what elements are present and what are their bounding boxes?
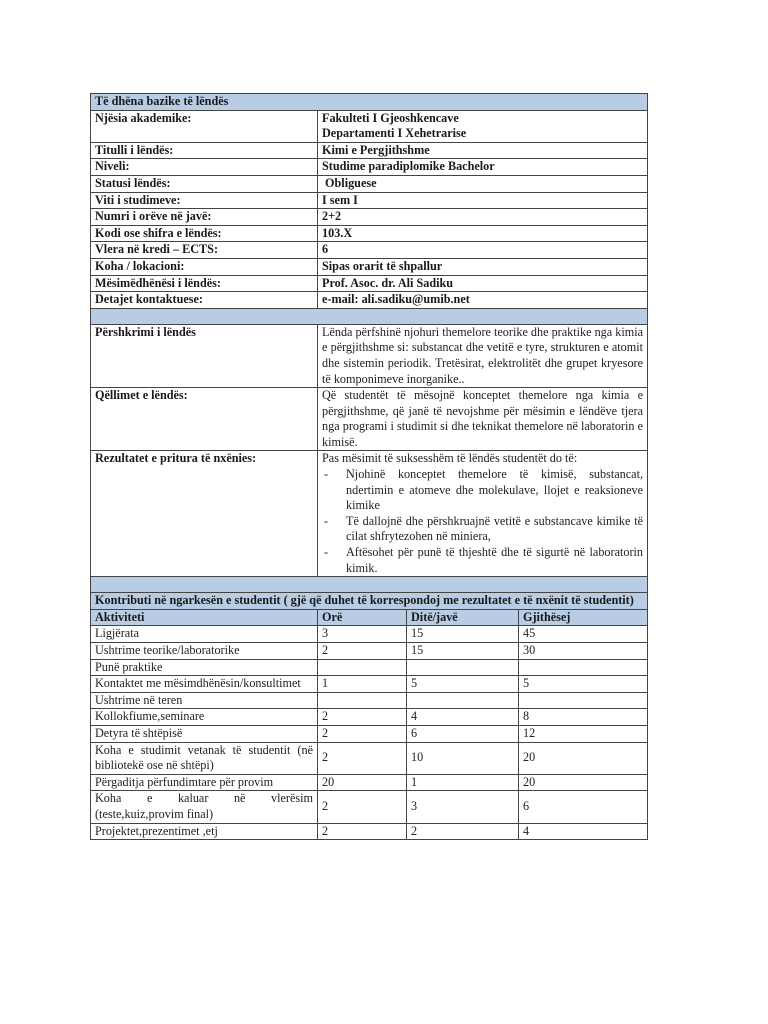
days-cell: 3 <box>407 791 519 823</box>
table-row <box>91 774 648 791</box>
info-value: 103.X <box>318 225 648 242</box>
activity-cell: Koha e studimit vetanak të studentit (në bibliotekë ose në shtëpi) <box>91 742 318 774</box>
activity-cell: Kollokfiume,seminare <box>91 709 318 726</box>
days-cell: 15 <box>407 626 519 643</box>
info-value: Studime paradiplomike Bachelor <box>318 159 648 176</box>
info-row-weekly-hours <box>91 209 648 226</box>
total-cell: 12 <box>519 725 648 742</box>
hours-cell: 2 <box>318 823 407 840</box>
info-row-teacher <box>91 275 648 292</box>
outcome-item: - Të dallojnë dhe përshkruajnë vetitë e substancave kimike të cilat shfrytezohen në miniera, <box>322 514 643 545</box>
info-label: Numri i orëve në javë: <box>91 209 318 226</box>
column-header-activity: Aktiviteti <box>91 609 318 626</box>
outcomes-intro: Pas mësimit të suksesshëm të lëndës studentët do të: <box>322 451 578 466</box>
info-value: Sipas orarit të shpallur <box>318 258 648 275</box>
table-row <box>91 676 648 693</box>
activity-cell: Ushtrime teorike/laboratorike <box>91 643 318 660</box>
days-cell <box>407 659 519 676</box>
activity-cell: Ushtrime në teren <box>91 692 318 709</box>
info-row-level <box>91 159 648 176</box>
total-cell: 30 <box>519 643 648 660</box>
days-cell <box>407 692 519 709</box>
info-value-line: Fakulteti I Gjeoshkencave <box>322 110 459 125</box>
hours-cell <box>318 692 407 709</box>
days-cell: 2 <box>407 823 519 840</box>
total-cell <box>519 659 648 676</box>
outcomes-content <box>318 451 648 577</box>
info-label: Koha / lokacioni: <box>91 258 318 275</box>
info-row-study-year <box>91 192 648 209</box>
info-row-course-code <box>91 225 648 242</box>
days-cell: 6 <box>407 725 519 742</box>
activity-cell: Përgaditja përfundimtare për provim <box>91 774 318 791</box>
info-value: 6 <box>318 242 648 259</box>
info-row-contact <box>91 292 648 309</box>
info-value-line: Departamenti I Xehetrarise <box>322 126 467 141</box>
description-label: Përshkrimi i lëndës <box>91 324 318 387</box>
info-value: Prof. Asoc. dr. Ali Sadiku <box>318 275 648 292</box>
table-row <box>91 626 648 643</box>
outcome-item: - Njohinë konceptet themelore të kimisë, substancat, ndertimin e atomeve dhe molekulave, llojet e reaksioneve kimike <box>322 467 643 514</box>
total-cell: 45 <box>519 626 648 643</box>
info-row-academic-unit <box>91 110 648 142</box>
activity-cell: Ligjërata <box>91 626 318 643</box>
table-row <box>91 742 648 774</box>
info-value <box>318 110 648 142</box>
total-cell <box>519 692 648 709</box>
info-value: e-mail: ali.sadiku@umib.net <box>318 292 648 309</box>
hours-cell: 2 <box>318 742 407 774</box>
outcomes-label: Rezultatet e pritura të nxënies: <box>91 451 318 577</box>
total-cell: 8 <box>519 709 648 726</box>
info-label: Viti i studimeve: <box>91 192 318 209</box>
info-label: Kodi ose shifra e lëndës: <box>91 225 318 242</box>
info-label: Vlera në kredi – ECTS: <box>91 242 318 259</box>
hours-cell: 2 <box>318 709 407 726</box>
workload-header <box>91 593 648 610</box>
section-separator <box>91 308 648 324</box>
column-header-total: Gjithësej <box>519 609 648 626</box>
table-row <box>91 659 648 676</box>
days-cell: 10 <box>407 742 519 774</box>
basic-info-title: Të dhëna bazike të lëndës <box>91 94 648 111</box>
info-label: Mësimëdhënësi i lëndës: <box>91 275 318 292</box>
total-cell: 5 <box>519 676 648 693</box>
days-cell: 5 <box>407 676 519 693</box>
table-row <box>91 692 648 709</box>
hours-cell: 1 <box>318 676 407 693</box>
info-label: Titulli i lëndës: <box>91 142 318 159</box>
table-row <box>91 823 648 840</box>
days-cell: 4 <box>407 709 519 726</box>
total-cell: 20 <box>519 742 648 774</box>
info-label: Niveli: <box>91 159 318 176</box>
outcomes-list <box>322 467 643 576</box>
workload-rows <box>91 626 648 840</box>
goals-text: Që studentët të mësojnë konceptet themelore nga kimia e përgjithshme, që janë të nevojshme për mësimin e lëndëve tjera nga programi i studimit si dhe teknikat themelore në laboratorin e kimisë. <box>318 388 648 451</box>
hours-cell: 3 <box>318 626 407 643</box>
outcomes-row <box>91 451 648 577</box>
info-value: Obliguese <box>318 175 648 192</box>
table-row <box>91 643 648 660</box>
total-cell: 4 <box>519 823 648 840</box>
course-syllabus-table <box>90 93 648 840</box>
hours-cell: 2 <box>318 791 407 823</box>
total-cell: 20 <box>519 774 648 791</box>
workload-title: Kontributi në ngarkesën e studentit ( gjë që duhet të korrespondoj me rezultatet e të nxënit të studentit) <box>91 593 648 610</box>
info-row-status <box>91 175 648 192</box>
table-row <box>91 709 648 726</box>
column-header-days: Ditë/javë <box>407 609 519 626</box>
description-text: Lënda përfshinë njohuri themelore teorike dhe praktike nga kimia e përgjithshme si: substancat dhe vetitë e tyre, strukturen e atomit dhe sistemin periodik. Tretësirat, elektrolitët dhe grupet kryesore të komponimeve inorganike.. <box>318 324 648 387</box>
table-row <box>91 725 648 742</box>
info-row-course-title <box>91 142 648 159</box>
hours-cell: 20 <box>318 774 407 791</box>
total-cell: 6 <box>519 791 648 823</box>
activity-cell: Kontaktet me mësimdhënësin/konsultimet <box>91 676 318 693</box>
table-row <box>91 791 648 823</box>
goals-label: Qëllimet e lëndës: <box>91 388 318 451</box>
basic-info-header <box>91 94 648 111</box>
activity-cell: Punë praktike <box>91 659 318 676</box>
column-header-hours: Orë <box>318 609 407 626</box>
outcome-item: - Aftësohet për punë të thjeshtë dhe të sigurtë në laboratorin kimik. <box>322 545 643 576</box>
info-row-time-location <box>91 258 648 275</box>
activity-cell: Projektet,prezentimet ,etj <box>91 823 318 840</box>
goals-row <box>91 388 648 451</box>
description-row <box>91 324 648 387</box>
info-label: Njësia akademike: <box>91 110 318 142</box>
section-separator <box>91 577 648 593</box>
days-cell: 1 <box>407 774 519 791</box>
activity-cell: Koha e kaluar në vlerësim (teste,kuiz,provim final) <box>91 791 318 823</box>
info-value: Kimi e Pergjithshme <box>318 142 648 159</box>
days-cell: 15 <box>407 643 519 660</box>
workload-columns <box>91 609 648 626</box>
hours-cell <box>318 659 407 676</box>
hours-cell: 2 <box>318 643 407 660</box>
info-value: I sem I <box>318 192 648 209</box>
info-label: Detajet kontaktuese: <box>91 292 318 309</box>
info-value: 2+2 <box>318 209 648 226</box>
info-row-ects <box>91 242 648 259</box>
info-label: Statusi lëndës: <box>91 175 318 192</box>
hours-cell: 2 <box>318 725 407 742</box>
activity-cell: Detyra të shtëpisë <box>91 725 318 742</box>
